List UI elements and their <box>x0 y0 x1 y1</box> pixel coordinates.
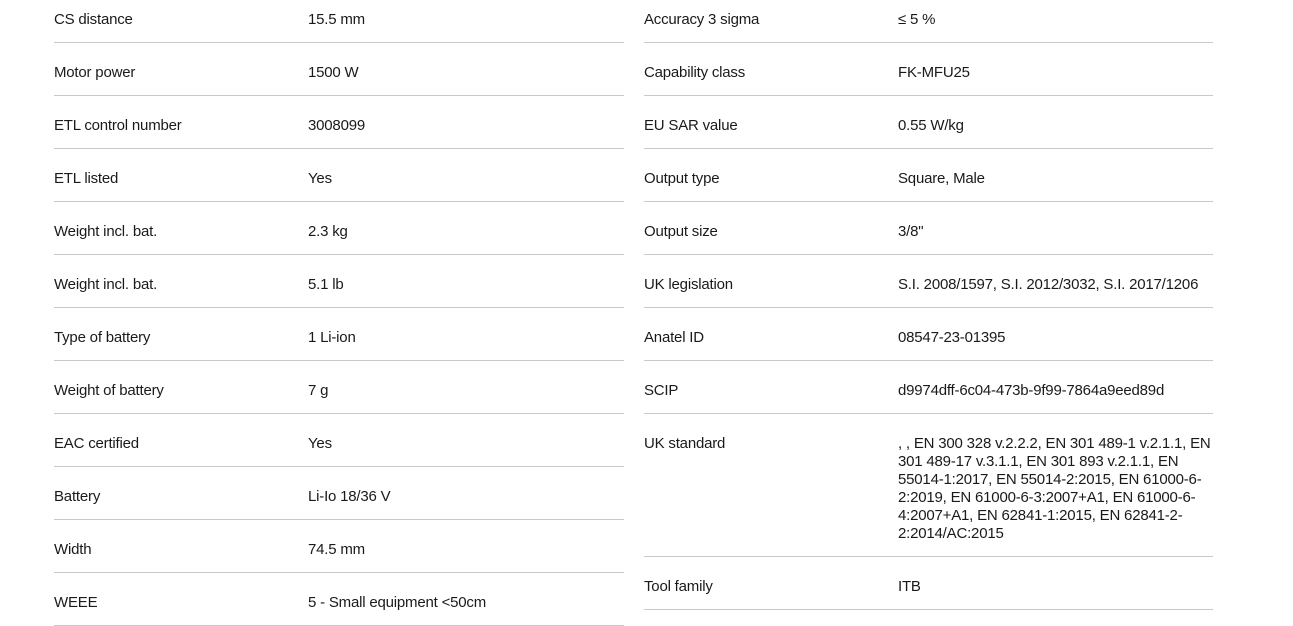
spec-label: EU SAR value <box>644 117 738 134</box>
spec-value: 08547-23-01395 <box>898 329 1006 346</box>
spec-row <box>644 308 1213 361</box>
spec-row <box>54 467 624 520</box>
spec-value: Square, Male <box>898 170 985 187</box>
spec-value: ITB <box>898 578 921 595</box>
spec-label: Anatel ID <box>644 329 704 346</box>
spec-row <box>644 202 1213 255</box>
spec-value: 1500 W <box>308 64 359 81</box>
spec-label: CS distance <box>54 11 133 28</box>
spec-label: Motor power <box>54 64 136 81</box>
spec-row <box>644 0 1213 43</box>
spec-value: Li-Io 18/36 V <box>308 488 391 505</box>
spec-value: 7 g <box>308 382 329 399</box>
spec-row <box>54 43 624 96</box>
spec-value: 15.5 mm <box>308 11 365 28</box>
spec-label: UK standard <box>644 435 726 452</box>
spec-label: Capability class <box>644 64 746 81</box>
spec-row <box>54 149 624 202</box>
spec-row <box>54 414 624 467</box>
spec-value: ≤ 5 % <box>898 11 936 28</box>
spec-label: Weight incl. bat. <box>54 223 158 240</box>
spec-label: SCIP <box>644 382 679 399</box>
spec-value: , , EN 300 328 v.2.2.2, EN 301 489-1 v.2.1.1, EN 301 489-17 v.3.1.1, EN 301 893 v.2.1.1, EN 55014-1:2017, EN 55014-2:2015, EN 61000-6-2:2019, EN 61000-6-3:2007+A1, EN 61000-6-4:2007+A1, EN 62841-1:2015, EN 62841-2-2:2014/AC:2015 <box>898 435 1211 542</box>
spec-label: UK legislation <box>644 276 733 293</box>
spec-label: ETL control number <box>54 117 182 134</box>
spec-value: 1 Li-ion <box>308 329 356 346</box>
spec-value: 5.1 lb <box>308 276 344 293</box>
spec-label: Width <box>54 541 92 558</box>
spec-row <box>54 573 624 626</box>
spec-row <box>644 43 1213 96</box>
spec-value: S.I. 2008/1597, S.I. 2012/3032, S.I. 2017/1206 <box>898 276 1199 293</box>
spec-table-right <box>644 0 1213 610</box>
spec-value: 74.5 mm <box>308 541 365 558</box>
spec-row <box>644 557 1213 610</box>
spec-row <box>54 0 624 43</box>
spec-value: 3008099 <box>308 117 365 134</box>
spec-value: Yes <box>308 170 332 187</box>
spec-value: 5 - Small equipment <50cm <box>308 594 487 611</box>
spec-row <box>644 96 1213 149</box>
spec-label: Weight incl. bat. <box>54 276 158 293</box>
spec-label: Type of battery <box>54 329 151 346</box>
spec-row <box>644 149 1213 202</box>
spec-value: 0.55 W/kg <box>898 117 964 134</box>
spec-value: 3/8" <box>898 223 924 240</box>
spec-label: Output size <box>644 223 718 240</box>
spec-label: Tool family <box>644 578 713 595</box>
spec-value: d9974dff-6c04-473b-9f99-7864a9eed89d <box>898 382 1165 399</box>
spec-label: EAC certified <box>54 435 139 452</box>
spec-label: WEEE <box>54 594 98 611</box>
spec-label: ETL listed <box>54 170 119 187</box>
spec-value: 2.3 kg <box>308 223 348 240</box>
spec-row <box>54 308 624 361</box>
spec-row <box>54 96 624 149</box>
spec-row <box>54 202 624 255</box>
spec-table-left <box>54 0 624 626</box>
spec-value: Yes <box>308 435 332 452</box>
spec-label: Output type <box>644 170 720 187</box>
spec-row <box>644 255 1213 308</box>
spec-label: Weight of battery <box>54 382 164 399</box>
spec-label: Battery <box>54 488 101 505</box>
spec-label: Accuracy 3 sigma <box>644 11 760 28</box>
spec-row <box>54 520 624 573</box>
spec-row <box>54 255 624 308</box>
spec-value: FK-MFU25 <box>898 64 970 81</box>
spec-row <box>54 361 624 414</box>
spec-row <box>644 414 1213 557</box>
spec-row <box>644 361 1213 414</box>
